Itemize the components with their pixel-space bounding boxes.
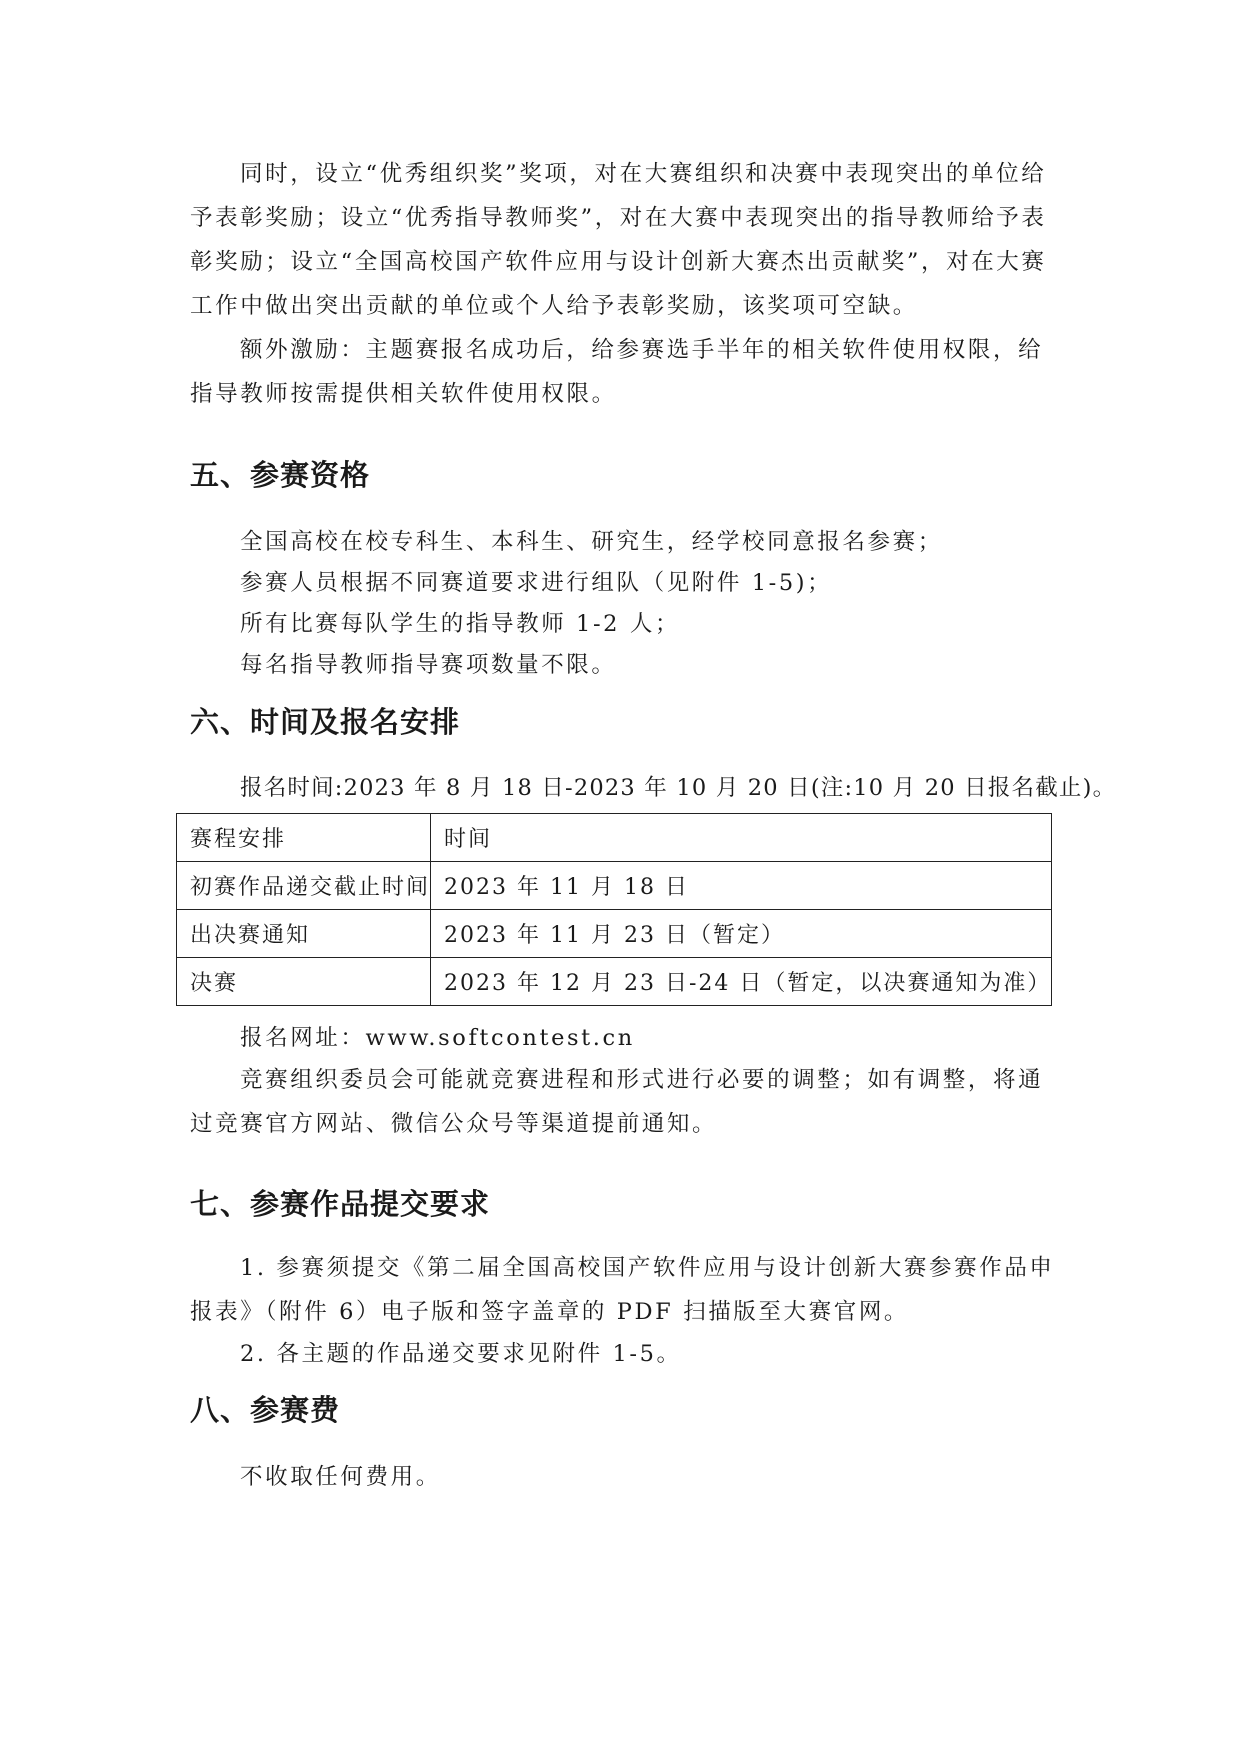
table-cell: 2023 年 12 月 23 日-24 日（暂定，以决赛通知为准）: [431, 958, 1052, 1006]
schedule-table: [176, 813, 1052, 1006]
eligibility-item: 所有比赛每队学生的指导教师 1-2 人；: [240, 611, 681, 637]
eligibility-item: 全国高校在校专科生、本科生、研究生，经学校同意报名参赛；: [240, 529, 943, 555]
adjustment-notice: 竞赛组织委员会可能就竞赛进程和形式进行必要的调整；如有调整，将通过竞赛官方网站、微信公众号等渠道提前通知。: [190, 1067, 1044, 1137]
table-cell: 初赛作品递交截止时间: [177, 862, 431, 910]
table-cell: 2023 年 11 月 23 日（暂定）: [431, 910, 1052, 958]
table-cell: 决赛: [177, 958, 431, 1006]
section-heading-schedule: 六、时间及报名安排: [190, 705, 461, 739]
eligibility-item: 参赛人员根据不同赛道要求进行组队（见附件 1-5)；: [240, 570, 833, 596]
registration-website: 报名网址：www.softcontest.cn: [240, 1025, 635, 1051]
fee-text: 不收取任何费用。: [240, 1464, 441, 1490]
submission-item-2: 2. 各主题的作品递交要求见附件 1-5。: [240, 1341, 682, 1367]
section-heading-fee: 八、参赛费: [190, 1393, 341, 1427]
awards-paragraph: 同时，设立“优秀组织奖”奖项，对在大赛组织和决赛中表现突出的单位给予表彰奖励；设立“优秀指导教师奖”，对在大赛中表现突出的指导教师给予表彰奖励；设立“全国高校国产软件应用与设计创新大赛杰出贡献奖”，对在大赛工作中做出突出贡献的单位或个人给予表彰奖励，该奖项可空缺。: [190, 161, 1047, 319]
table-cell: 出决赛通知: [177, 910, 431, 958]
table-header-cell: 时间: [431, 814, 1052, 862]
table-header-row: [177, 814, 1052, 862]
eligibility-item: 每名指导教师指导赛项数量不限。: [240, 652, 617, 678]
table-header-cell: 赛程安排: [177, 814, 431, 862]
table-row: [177, 910, 1052, 958]
extra-incentive-paragraph: 额外激励：主题赛报名成功后，给参赛选手半年的相关软件使用权限，给指导教师按需提供相关软件使用权限。: [190, 337, 1044, 407]
table-row: [177, 862, 1052, 910]
section-heading-eligibility: 五、参赛资格: [190, 458, 371, 492]
table-cell: 2023 年 11 月 18 日: [431, 862, 1052, 910]
submission-item-1: 1. 参赛须提交《第二届全国高校国产软件应用与设计创新大赛参赛作品申报表》（附件 6）电子版和签字盖章的 PDF 扫描版至大赛官网。: [190, 1255, 1055, 1325]
table-row: [177, 958, 1052, 1006]
section-heading-submission: 七、参赛作品提交要求: [190, 1187, 491, 1221]
registration-time: 报名时间:2023 年 8 月 18 日-2023 年 10 月 20 日(注:10 月 20 日报名截止)。: [240, 775, 1117, 801]
